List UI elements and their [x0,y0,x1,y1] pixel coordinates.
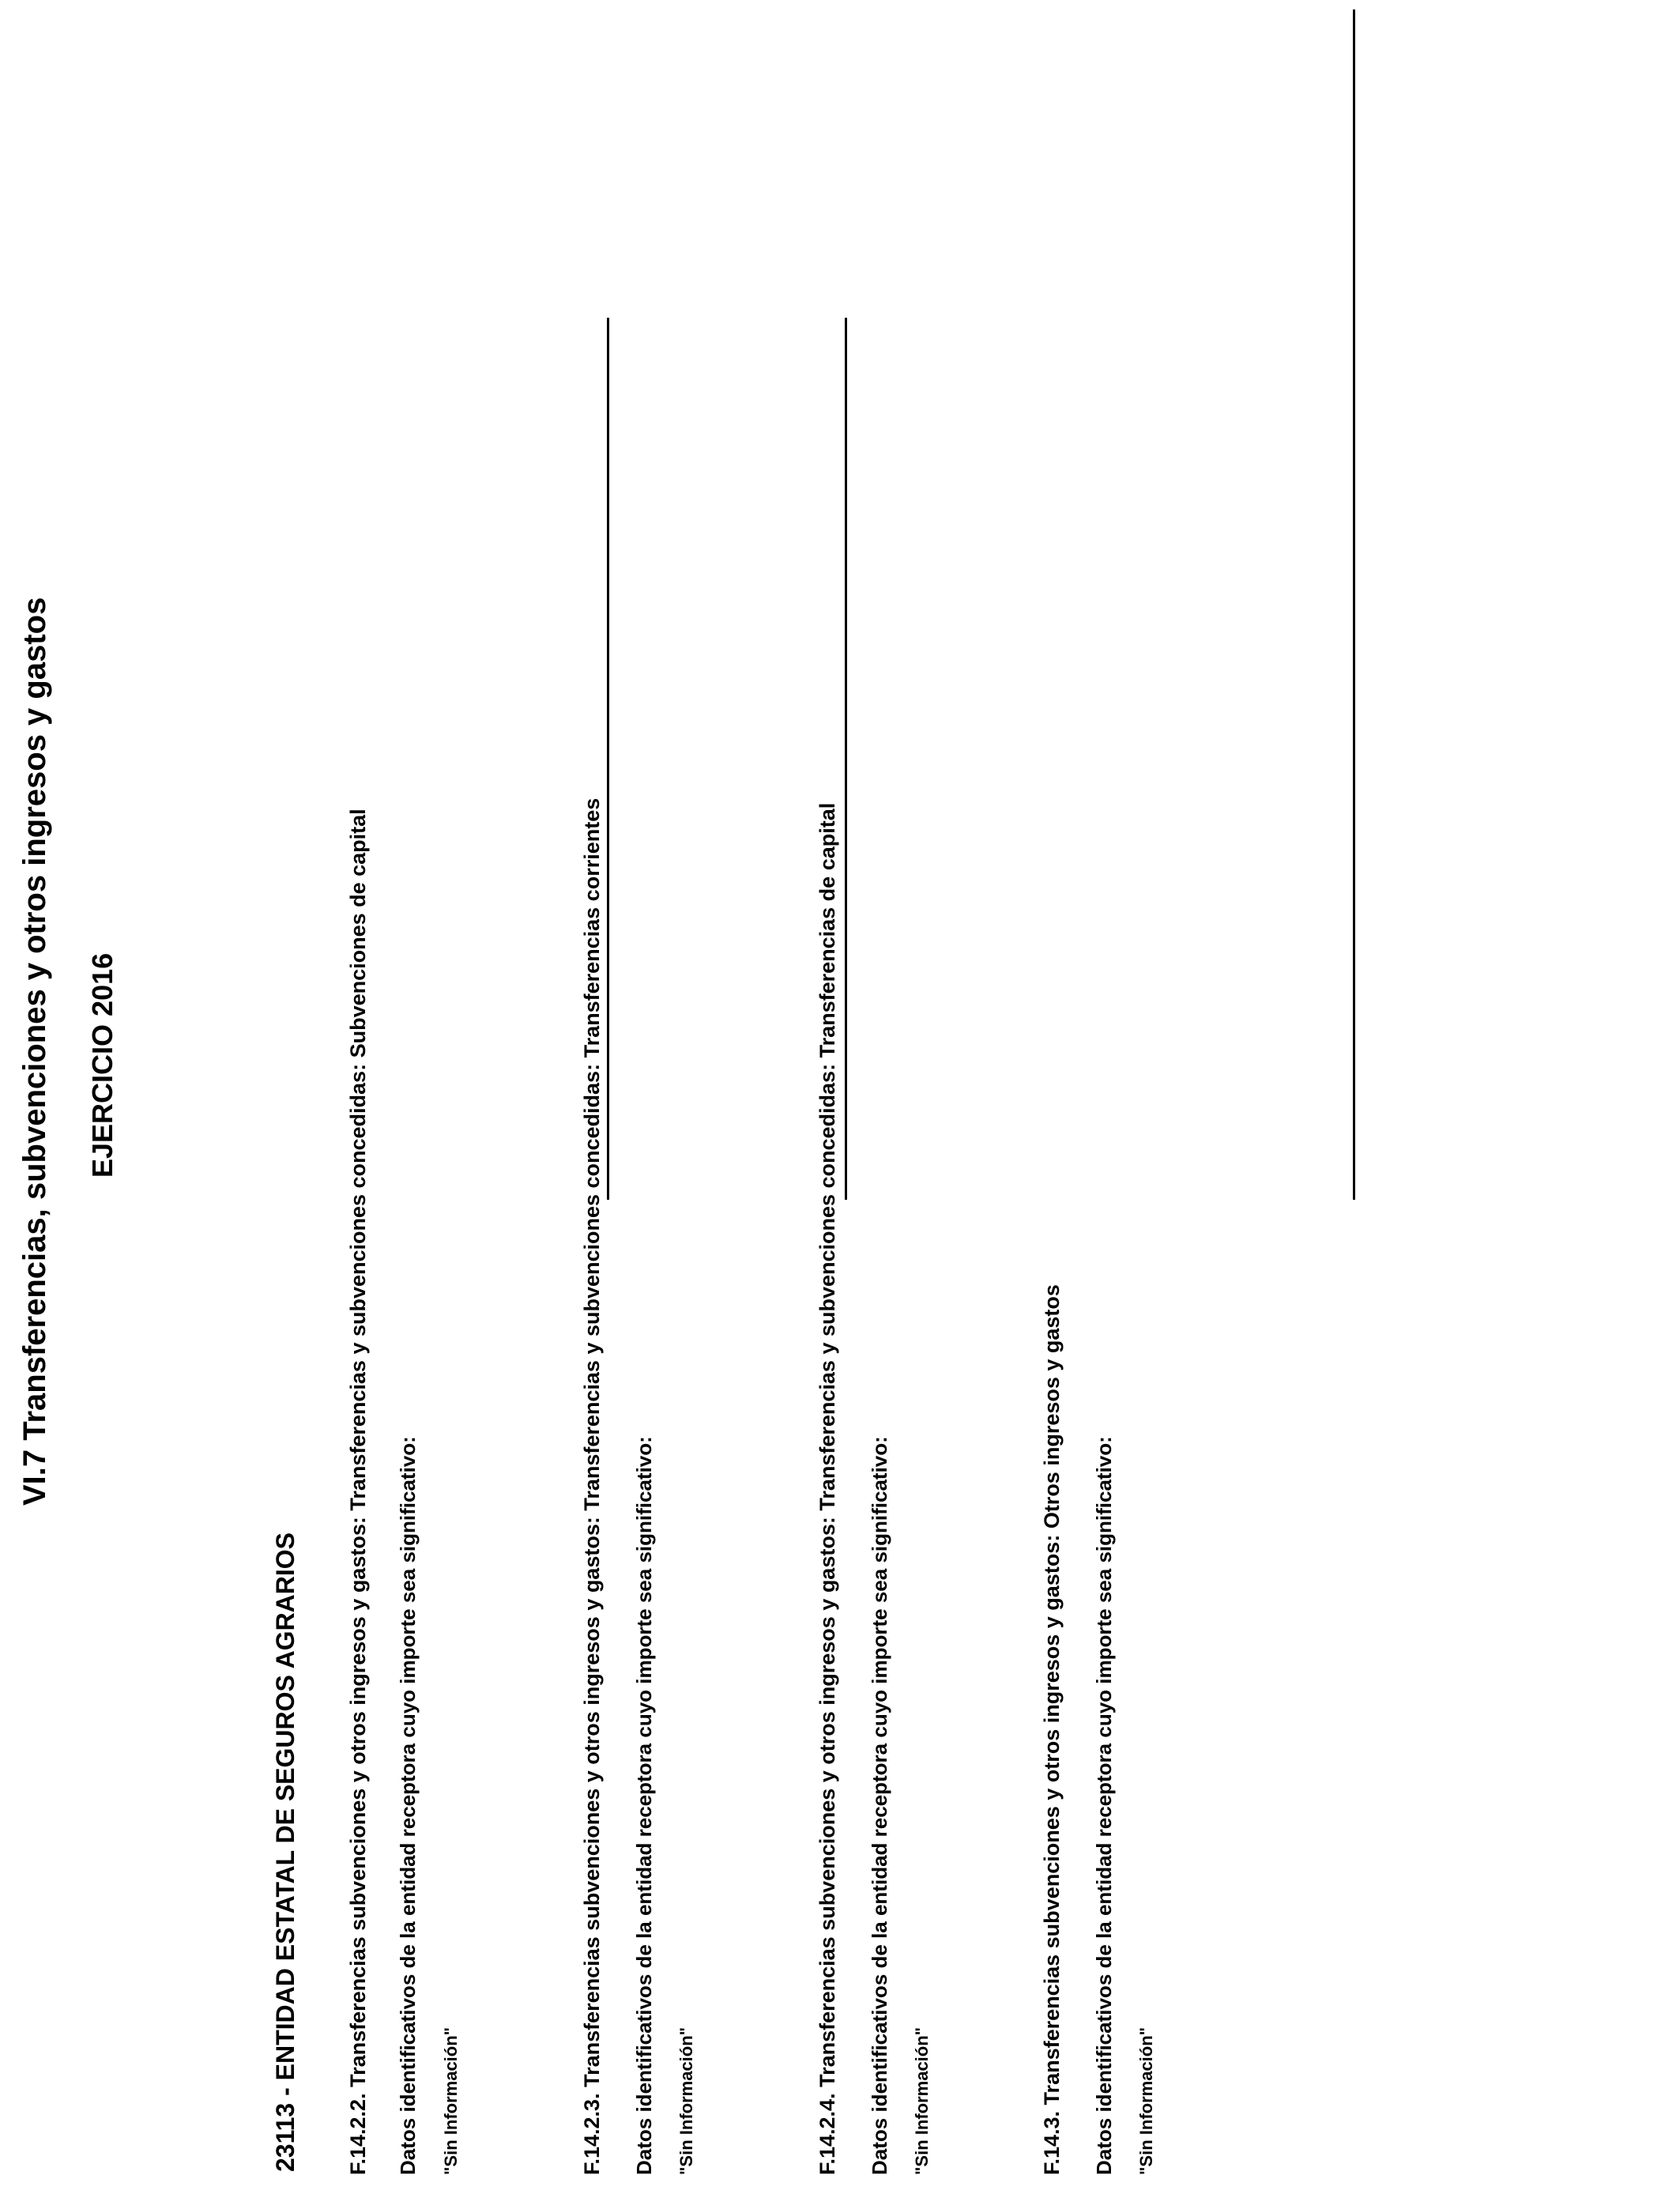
section-label-f14-3: Datos identificativos de la entidad receptora cuyo importe sea significativo: [1092,1436,1116,2175]
section-value-f14-2-4: "Sin Información" [912,2026,932,2175]
section-heading-f14-2-4: F.14.2.4. Transferencias subvenciones y otros ingresos y gastos: Transferencias y subvenciones concedidas: Transferencias de capital [816,802,839,2175]
section-heading-f14-2-2: F.14.2.2. Transferencias subvenciones y otros ingresos y gastos: Transferencias y subvenciones concedidas: Subvenciones de capital [346,809,370,2175]
section-heading-f14-2-3: F.14.2.3. Transferencias subvenciones y otros ingresos y gastos: Transferencias y subvenciones concedidas: Transferencias corrientes [580,797,604,2175]
section-value-f14-2-3: "Sin Información" [676,2026,696,2175]
separator-line-1 [1353,9,1355,1200]
section-label-f14-2-4: Datos identificativos de la entidad receptora cuyo importe sea significativo: [868,1436,891,2175]
fiscal-year: EJERCICIO 2016 [86,952,119,1178]
section-label-f14-2-3: Datos identificativos de la entidad receptora cuyo importe sea significativo: [632,1436,656,2175]
separator-line-3 [845,318,847,1200]
section-label-f14-2-2: Datos identificativos de la entidad receptora cuyo importe sea significativo: [396,1436,420,2175]
section-value-f14-2-2: "Sin Información" [441,2026,461,2175]
entity-name: 23113 - ENTIDAD ESTATAL DE SEGUROS AGRARIOS [271,1532,299,2172]
section-value-f14-3: "Sin Información" [1136,2026,1156,2175]
separator-line-2 [607,318,609,1200]
section-heading-f14-3: F.14.3. Transferencias subvenciones y otros ingresos y gastos: Otros ingresos y gastos [1040,1284,1064,2175]
page-title: VI.7 Transferencias, subvenciones y otros ingresos y gastos [17,597,52,1506]
